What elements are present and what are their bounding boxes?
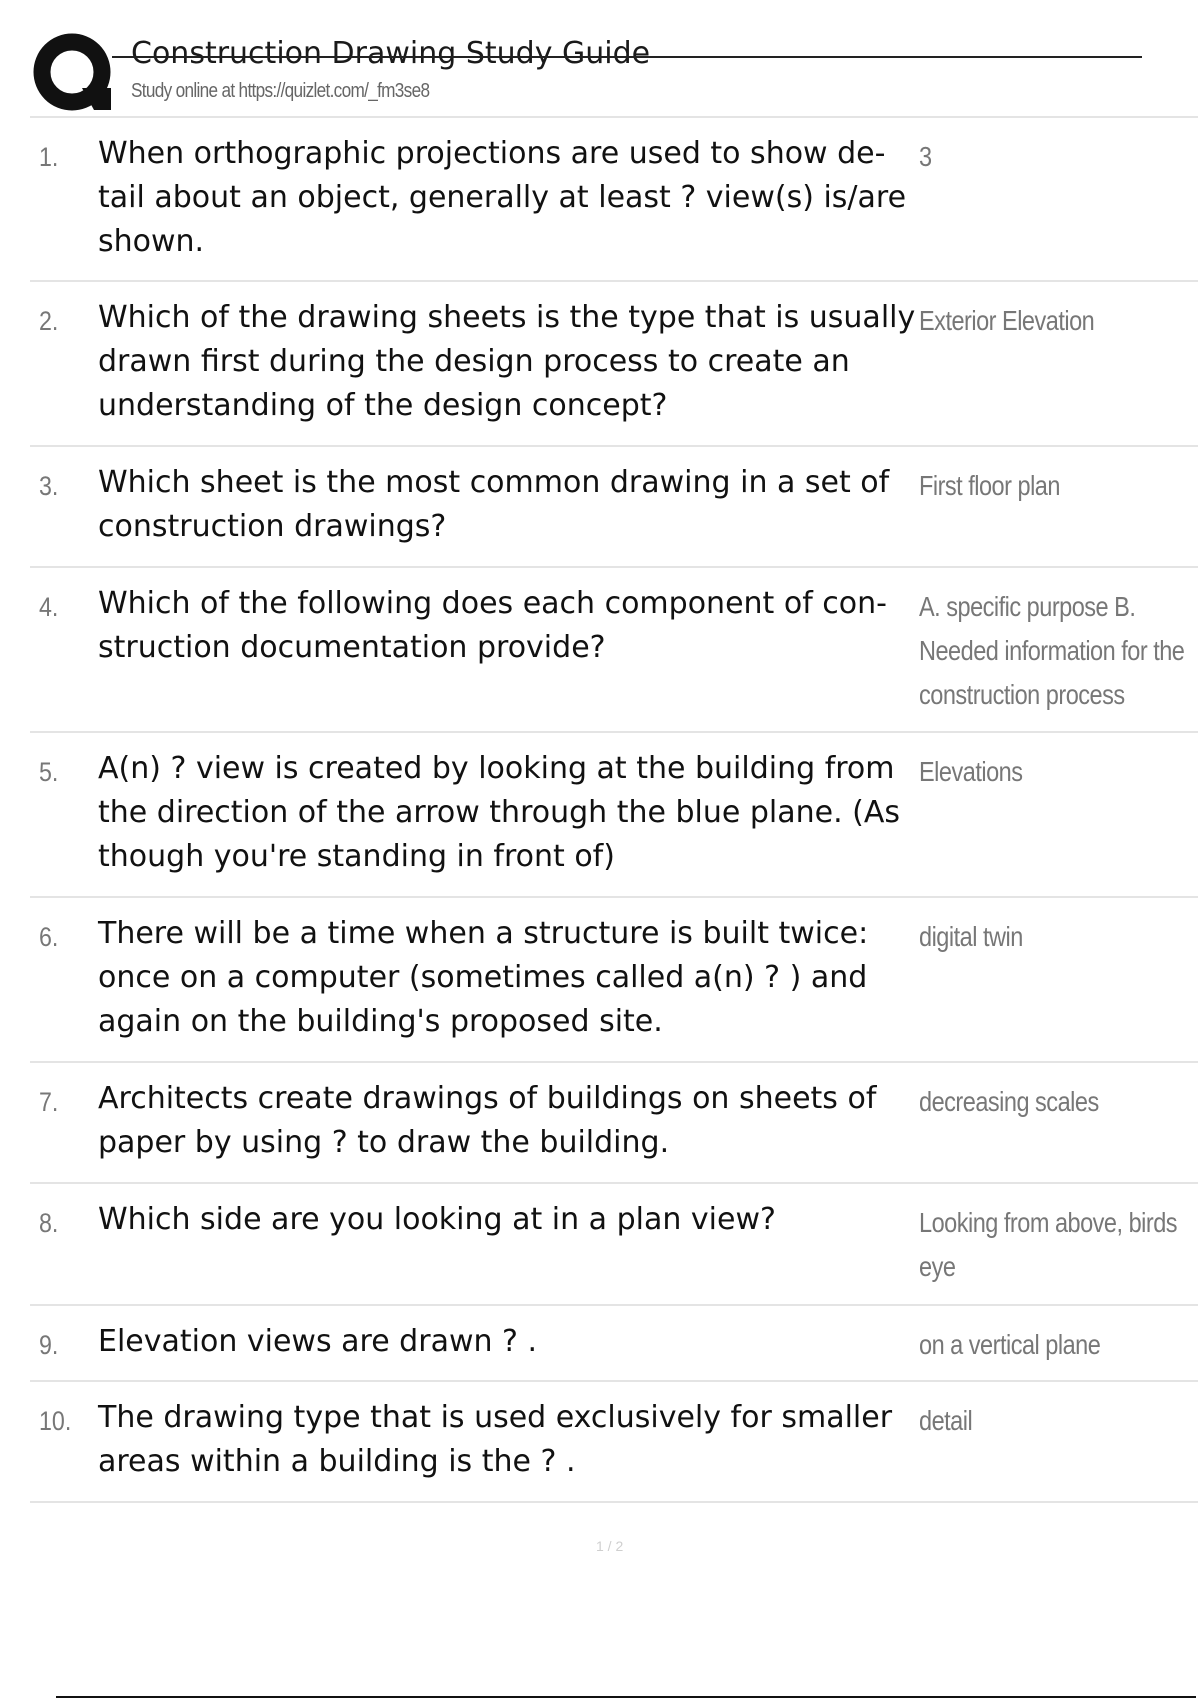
card-number: 5. [39,757,59,787]
card-definition: digital twin [919,921,1023,952]
page-number: 1 / 2 [596,1538,624,1554]
card-number: 6. [39,922,59,952]
card-term: There will be a time when a structure is built twice: once on a computer (sometimes called a(n) ? ) and again on the building's proposed site. [98,916,869,1039]
document-title: Construction Drawing Study Guide [131,36,651,71]
card-term: The drawing type that is used exclusively for smaller areas within a building is the ? . [98,1400,893,1479]
quizlet-logo-icon [32,32,114,114]
flashcard-list [30,116,1198,1503]
card-number: 3. [39,471,59,501]
card-definition: decreasing scales [919,1086,1099,1117]
flashcard-row [30,280,1198,445]
footer-rule [56,1696,1196,1698]
card-number: 7. [39,1087,59,1117]
flashcard-row [30,445,1198,566]
card-term: Elevation views are drawn ? . [98,1324,538,1359]
card-definition: First floor plan [919,470,1060,501]
flashcard-row [30,116,1198,280]
card-term: Architects create drawings of buildings on sheets of paper by using ? to draw the building. [98,1081,877,1160]
card-definition: A. specific purpose B. Needed information for the construction process [919,591,1185,710]
flashcard-row [30,896,1198,1061]
card-definition: detail [919,1405,973,1436]
card-number: 2. [39,306,59,336]
card-number: 8. [39,1208,59,1238]
card-definition: on a vertical plane [919,1329,1101,1360]
flashcard-row [30,1380,1198,1503]
flashcard-row [30,1304,1198,1380]
card-term: Which of the drawing sheets is the type that is usually drawn first during the design process to create an understanding of the design concept? [98,300,916,423]
study-online-link[interactable]: Study online at https://quizlet.com/_fm3se8 [131,80,430,102]
flashcard-row [30,566,1198,731]
card-term: A(n) ? view is created by looking at the building from the direction of the arrow through the blue plane. (As though you're standing in front of) [98,751,901,874]
card-definition: Exterior Elevation [919,305,1095,336]
card-term: Which side are you looking at in a plan view? [98,1202,776,1237]
card-number: 9. [39,1330,59,1360]
flashcard-row [30,1182,1198,1304]
card-term: Which of the following does each component of con- struction documentation provide? [98,586,887,665]
page-header [0,0,1200,118]
card-term: Which sheet is the most common drawing in a set of construction drawings? [98,465,890,544]
title-rule [112,56,1142,58]
flashcard-row [30,1061,1198,1182]
flashcard-row [30,731,1198,896]
card-definition: Looking from above, birds eye [919,1207,1178,1282]
card-definition: Elevations [919,756,1023,787]
card-number: 10. [39,1406,72,1436]
card-term: When orthographic projections are used to show de- tail about an object, generally at least ? view(s) is/are shown. [98,136,907,259]
card-number: 1. [39,142,59,172]
card-number: 4. [39,592,59,622]
card-definition: 3 [919,141,932,172]
